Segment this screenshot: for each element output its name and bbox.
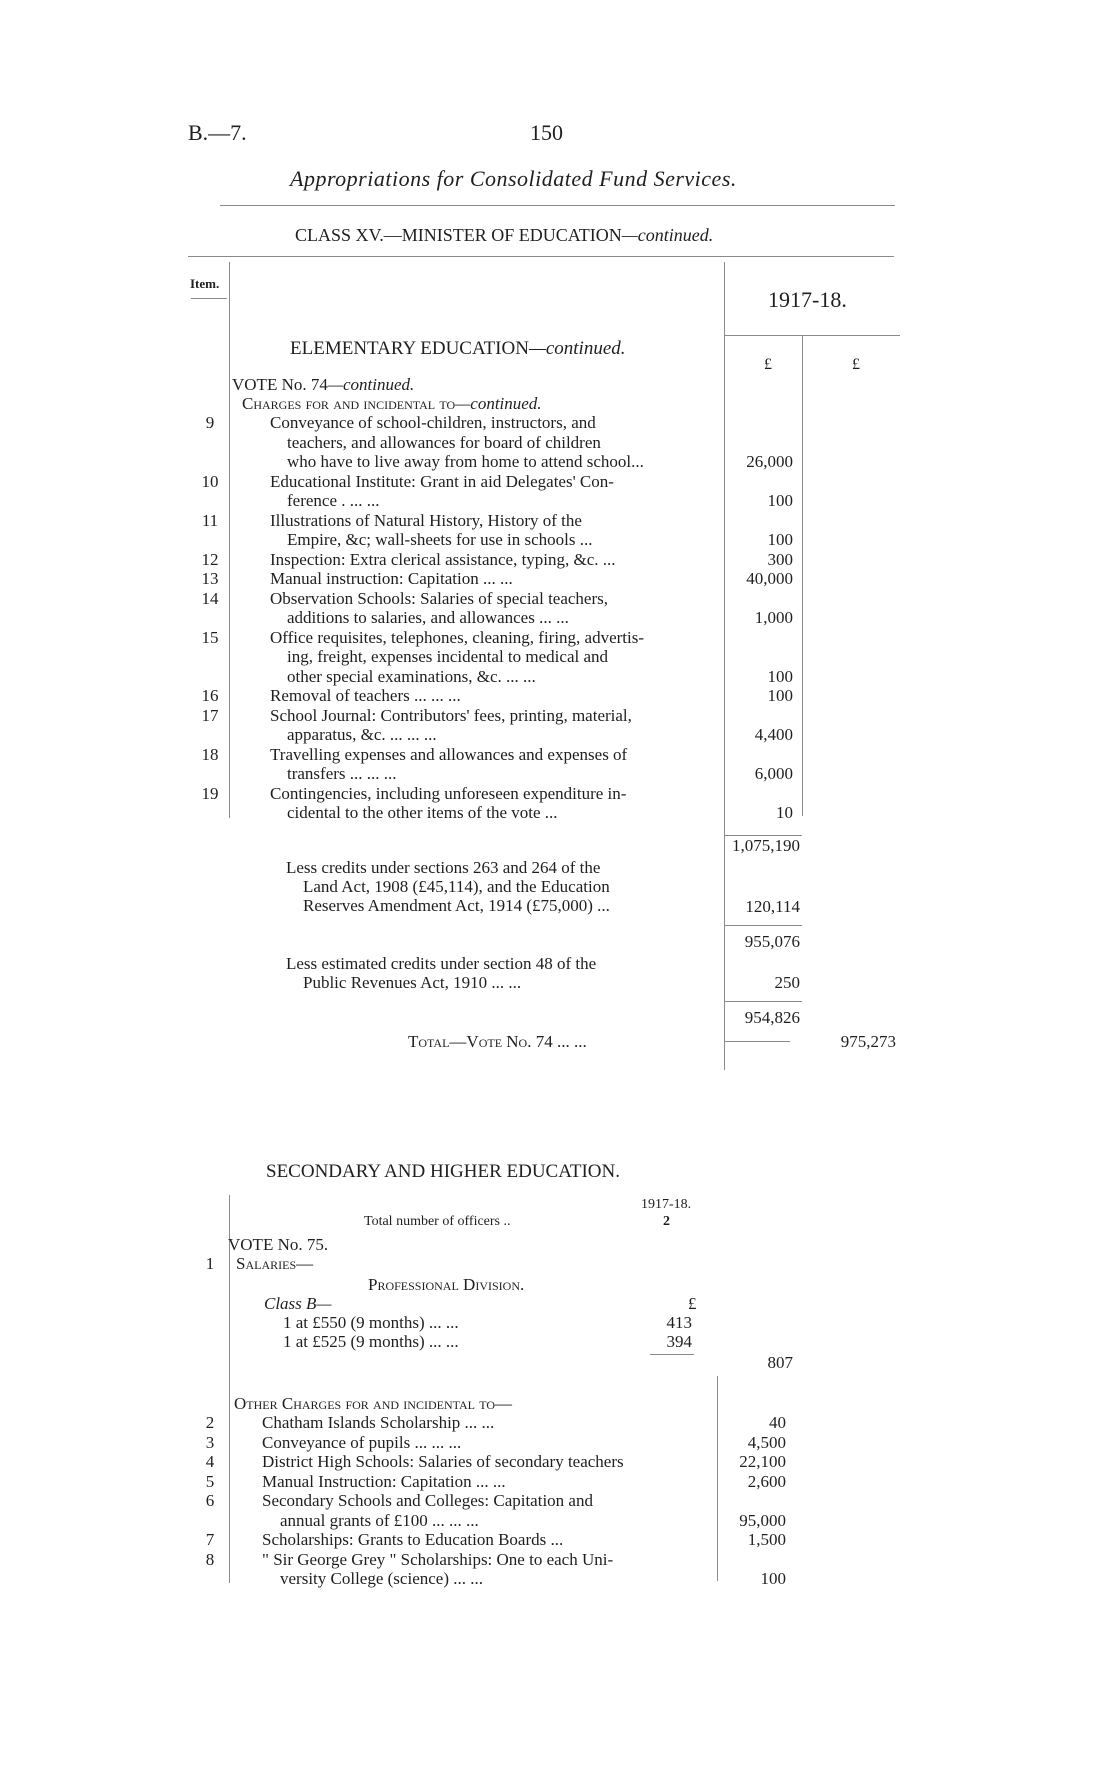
item-number: 18 bbox=[201, 744, 219, 764]
item-description-line: Manual instruction: Capitation ... ... bbox=[270, 569, 513, 588]
subtotal-1-amount: 1,075,190 bbox=[732, 836, 800, 855]
elementary-heading-suffix: —continued. bbox=[528, 338, 626, 359]
table-top-rule bbox=[188, 256, 894, 257]
vote-75-heading: VOTE No. 75. bbox=[228, 1235, 329, 1254]
item-description-line: annual grants of £100 ... ... ... bbox=[280, 1510, 479, 1530]
item-header-rule bbox=[191, 298, 227, 299]
less-estimated-line-2: Public Revenues Act, 1910 ... ... bbox=[303, 973, 522, 992]
item-description-line: Inspection: Extra clerical assistance, typing, &c. ... bbox=[270, 549, 616, 569]
item-number: 19 bbox=[201, 783, 219, 803]
elementary-heading-text: ELEMENTARY EDUCATION bbox=[290, 338, 529, 359]
secondary-heading: SECONDARY AND HIGHER EDUCATION. bbox=[266, 1161, 620, 1182]
item-description-line: teachers, and allowances for board of children bbox=[287, 432, 601, 452]
salary-line-2-amount: 394 bbox=[666, 1332, 692, 1351]
salary-line-1: 1 at £550 (9 months) ... ... bbox=[283, 1313, 459, 1332]
item-description-line: Manual Instruction: Capitation ... ... bbox=[262, 1471, 506, 1491]
item-description-line: transfers ... ... ... bbox=[287, 764, 397, 783]
charges-heading bbox=[242, 394, 542, 413]
item-description-line: School Journal: Contributors' fees, printing, material, bbox=[270, 705, 632, 725]
class-heading-text: CLASS XV.—MINISTER OF EDUCATION bbox=[295, 225, 622, 245]
pound-sign-1: £ bbox=[764, 356, 772, 373]
year-column-header: 1917-18. bbox=[768, 287, 847, 312]
item-description-line: Conveyance of pupils ... ... ... bbox=[262, 1432, 462, 1452]
item-description-line: Office requisites, telephones, cleaning, firing, advertis- bbox=[270, 627, 645, 647]
item-description-line: Educational Institute: Grant in aid Delegates' Con- bbox=[270, 471, 614, 491]
less-credits-line-1: Less credits under sections 263 and 264 of the bbox=[286, 858, 601, 877]
vote-74-heading bbox=[232, 375, 414, 394]
class-b-pound: £ bbox=[688, 1294, 697, 1313]
year-header-rule bbox=[724, 335, 900, 336]
item-column-header: Item. bbox=[190, 276, 220, 291]
item-description-line: apparatus, &c. ... ... ... bbox=[287, 725, 437, 744]
officers-label: Total number of officers .. bbox=[364, 1214, 511, 1229]
item-amount: 100 bbox=[760, 1569, 786, 1588]
item-amount: 95,000 bbox=[739, 1510, 786, 1530]
item-description-line: Observation Schools: Salaries of special teachers, bbox=[270, 588, 609, 608]
item-number: 17 bbox=[201, 705, 219, 725]
subtotal-2-rule bbox=[724, 925, 802, 926]
item-amount: 6,000 bbox=[754, 764, 793, 783]
class-b-label: Class B— bbox=[264, 1294, 332, 1313]
item-amount: 26,000 bbox=[746, 452, 793, 471]
item-amount: 1,000 bbox=[754, 608, 793, 627]
item-description-line: ference . ... ... bbox=[287, 491, 380, 510]
salaries-total-amount: 807 bbox=[767, 1353, 793, 1372]
item-number: 3 bbox=[205, 1432, 215, 1452]
item-number: 7 bbox=[205, 1530, 215, 1549]
item-description-line: who have to live away from home to attend school... bbox=[287, 452, 644, 471]
item-description-line: District High Schools: Salaries of secondary teachers bbox=[262, 1452, 624, 1471]
item-description-line: Illustrations of Natural History, History of the bbox=[270, 510, 582, 530]
item-number: 12 bbox=[201, 549, 219, 569]
less-estimated-line-1: Less estimated credits under section 48 of the bbox=[286, 954, 597, 973]
item-number: 5 bbox=[205, 1471, 215, 1491]
item-amount: 40 bbox=[769, 1413, 786, 1432]
item-description-line: Removal of teachers ... ... ... bbox=[270, 686, 461, 705]
item-amount: 100 bbox=[767, 666, 793, 686]
item-number: 2 bbox=[205, 1413, 215, 1432]
item-description-line: Scholarships: Grants to Education Boards ... bbox=[262, 1530, 564, 1549]
item-number: 14 bbox=[201, 588, 219, 608]
item-description-line: Contingencies, including unforeseen expenditure in- bbox=[270, 783, 627, 803]
item-description-line: cidental to the other items of the vote ... bbox=[287, 803, 558, 822]
charges-suffix: —continued. bbox=[455, 394, 542, 413]
subtotal-2-amount: 955,076 bbox=[744, 932, 800, 951]
salary-line-2: 1 at £525 (9 months) ... ... bbox=[283, 1332, 459, 1351]
class-heading bbox=[295, 225, 713, 246]
total-vote-74-amount: 975,273 bbox=[840, 1032, 896, 1051]
division-heading: Professional Division. bbox=[368, 1275, 525, 1294]
item-amount: 4,500 bbox=[747, 1432, 786, 1452]
item-number: 15 bbox=[201, 627, 219, 647]
item-description-line: Conveyance of school-children, instructors, and bbox=[270, 413, 596, 432]
item-amount: 100 bbox=[767, 491, 793, 510]
item-description-line: Secondary Schools and Colleges: Capitation and bbox=[262, 1491, 593, 1510]
less-credits-line-3: Reserves Amendment Act, 1914 (£75,000) ... bbox=[303, 896, 610, 915]
document-ref: B.—7. bbox=[188, 120, 247, 145]
item-description-line: ing, freight, expenses incidental to medical and bbox=[287, 647, 609, 666]
item-number: 13 bbox=[201, 569, 219, 588]
vote-74-text: VOTE No. 74 bbox=[232, 375, 328, 394]
item-number: 16 bbox=[201, 686, 219, 705]
item-number: 6 bbox=[205, 1491, 215, 1510]
item-number: 11 bbox=[201, 510, 219, 530]
vote-74-suffix: —continued. bbox=[327, 375, 415, 394]
item-amount: 40,000 bbox=[746, 569, 793, 588]
item-description-line: other special examinations, &c. ... ... bbox=[287, 666, 536, 686]
item-number: 4 bbox=[205, 1452, 215, 1471]
item-amount: 1,500 bbox=[747, 1530, 786, 1549]
item-number: 9 bbox=[205, 413, 215, 432]
less-credits-line-2: Land Act, 1908 (£45,114), and the Education bbox=[303, 877, 610, 896]
officers-year: 1917-18. bbox=[641, 1197, 692, 1212]
charges-text: Charges for and incidental to bbox=[242, 394, 456, 413]
total-rule bbox=[724, 1041, 790, 1042]
title-rule bbox=[220, 205, 895, 206]
item-amount: 300 bbox=[767, 549, 793, 569]
class-heading-suffix: —continued. bbox=[621, 225, 714, 245]
salary-line-1-amount: 413 bbox=[666, 1313, 692, 1332]
less-credits-amount: 120,114 bbox=[745, 897, 800, 916]
elementary-heading bbox=[290, 338, 626, 360]
item-amount: 22,100 bbox=[739, 1452, 786, 1471]
page-number: 150 bbox=[530, 120, 563, 145]
total-vote-74-label: Total—Vote No. 74 ... ... bbox=[408, 1032, 587, 1051]
salaries-rule bbox=[650, 1354, 694, 1355]
salaries-heading: Salaries— bbox=[236, 1254, 314, 1273]
officers-count: 2 bbox=[663, 1214, 670, 1229]
less-estimated-amount: 250 bbox=[774, 973, 800, 992]
salaries-item-number: 1 bbox=[205, 1254, 215, 1273]
item-number: 10 bbox=[201, 471, 219, 491]
other-charges-heading: Other Charges for and incidental to— bbox=[234, 1394, 513, 1413]
item-amount: 2,600 bbox=[747, 1471, 786, 1491]
item-description-line: additions to salaries, and allowances ... ... bbox=[287, 608, 569, 627]
amount-column-divider bbox=[802, 336, 803, 816]
item-description-line: versity College (science) ... ... bbox=[280, 1569, 483, 1588]
subtotal-3-rule bbox=[724, 1001, 802, 1002]
item-description-line: Empire, &c; wall-sheets for use in schools ... bbox=[287, 530, 593, 549]
page-title: Appropriations for Consolidated Fund Services. bbox=[290, 166, 737, 191]
item-amount: 100 bbox=[767, 530, 793, 549]
item-amount: 10 bbox=[776, 803, 793, 822]
item-number: 8 bbox=[205, 1549, 215, 1569]
item-description-line: Travelling expenses and allowances and expenses of bbox=[270, 744, 628, 764]
item-amount: 100 bbox=[767, 686, 793, 705]
item-description-line: " Sir George Grey " Scholarships: One to each Uni- bbox=[262, 1549, 614, 1569]
pound-sign-2: £ bbox=[852, 356, 860, 373]
item-amount: 4,400 bbox=[754, 725, 793, 744]
subtotal-3-amount: 954,826 bbox=[744, 1008, 800, 1027]
item-description-line: Chatham Islands Scholarship ... ... bbox=[262, 1413, 495, 1432]
item-column-line bbox=[229, 262, 230, 818]
